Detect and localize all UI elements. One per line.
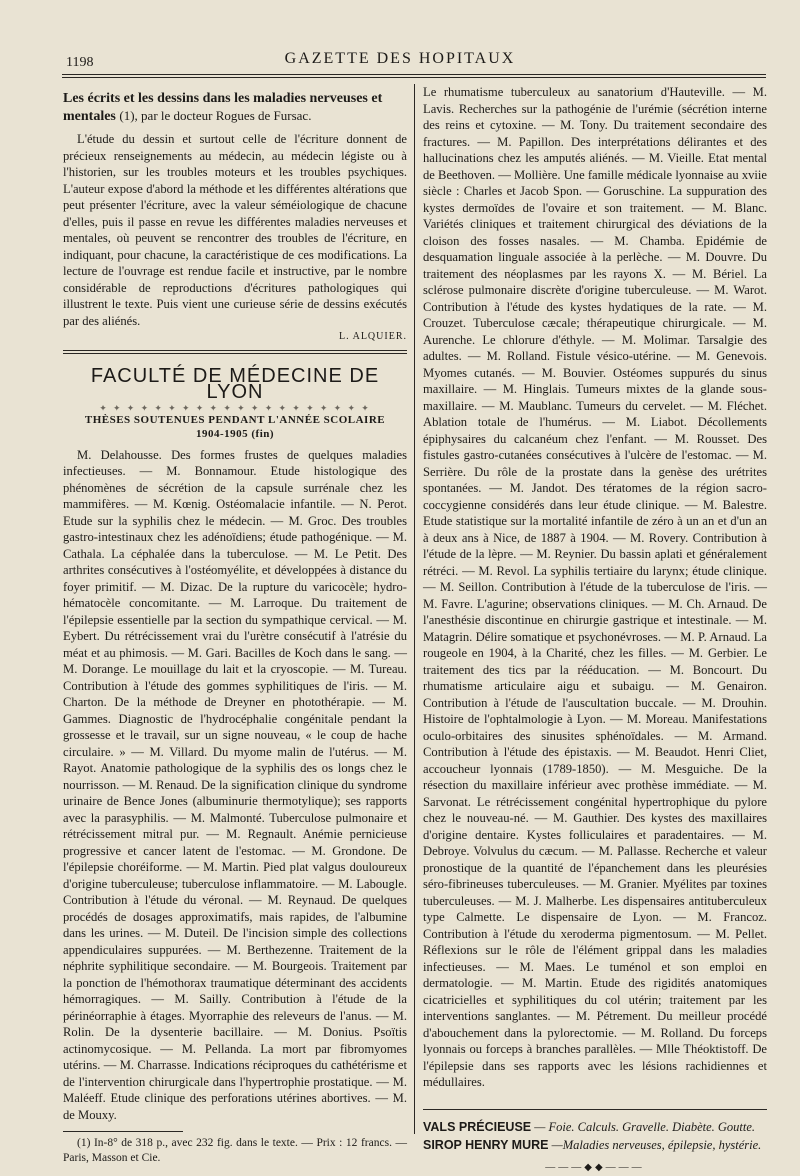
article-title: [63, 90, 407, 125]
theses-list-left: M. Delahousse. Des formes frustes de quelques maladies infectieuses. — M. Bonnamour. Etude histologique des phénomènes de sécrétion de la capsule surrénale chez les mammifères. — M. Kœnig. Ostéomalacie infantile. — N. Perot. Etude sur la syphilis chez le médecin. — M. Groc. Des troubles gastro-intestinaux chez les adénoïdiens; étude pathogénique. — M. Cathala. La céphalée dans la tuberculose. — M. Le Petit. Des arthrites consécutives à l'ostéomyélite, et développées à distance du foyer primitif. — M. Dizac. De la rupture du varicocèle; hydro-hématocèle concomitante. — M. Larroque. Du traitement de l'épilepsie essentielle par la section du sympathique cervical. — M. Eybert. Du rétrécissement vrai du l'urètre consécutif à l'atrésie du méat et au phimosis. — M. Gari. Bacilles de Koch dans le sang. — M. Dorange. Le mouillage du lait et la cryoscopie. — M. Tureau. Contribution à l'étude des gommes syphilitiques de l'iris. — M. Charton. De la méthode de Dreyner en photothérapie. — M. Gammes. Diagnostic de l'hydrocéphalie congénitale pendant la grossesse et le travail, sur un signe nouveau, « le coup de hache circulaire. » — M. Villard. Du myome malin de l'utérus. — M. Rayot. Anatomie pathologique de la syphilis des os longs chez le nourrisson. — M. Renaud. De la signification clinique du syndrome urinaire de Bence Jones (albuminurie thermotylique); ses rapports avec la parasyphilis. — M. Malmonté. Tuberculose pulmonaire et rétrécissement mitral pur. — M. Regnault. Anémie pernicieuse progressive et cancer latent de l'estomac. — M. Grondone. De l'épilepsie choréiforme. — M. Martin. Pied plat valgus douloureux d'origine tuberculeuse; tuberculose inflammatoire. — M. Labougle. Contribution à l'étude du véronal. — M. Reynaud. De quelques procédés de dosages approximatifs, mais rapides, de l'albumine dans les urines. — M. Duteil. De l'incision simple des collections appendiculaires suppurées. — M. Berthezenne. Traitement de la néphrite syphilitique secondaire. — M. Bourgeois. Traitement par la ponction de l'hémothorax traumatique déterminant des accidents hémorragiques. — M. Sailly. Contribution à l'étude de la périnéorraphie à étages. Myorraphie des releveurs de l'anus. — M. Rolin. De la dysenterie bacillaire. — M. Donius. Psoïtis actinomycosique. — M. Pellanda. La mort par fibromyomes utérins. — M. Charrasse. Indications réciproques du cathétérisme et de l'intervention chirurgicale dans l'hypertrophie prostatique. — M. Maléeff. Etude clinique des perforations utérines abortives. — M. de Mouxy.: [63, 447, 407, 1124]
article-title-text: Les écrits et les dessins dans les maladies nerveuses et mentales: [63, 91, 382, 124]
ornament: ———◆◆———: [423, 1160, 767, 1176]
header-rule-2: [62, 77, 766, 78]
left-column: [63, 84, 407, 1166]
theses-heading-text: THÈSES SOUTENUES PENDANT L'ANNÉE SCOLAIRE: [63, 413, 407, 427]
ad-text: —Maladies nerveuses, épilepsie, hystérie.: [552, 1138, 762, 1152]
column-separator: [414, 84, 415, 1134]
theses-heading: [63, 413, 407, 441]
ad-rule: [423, 1109, 767, 1110]
ad-vals-precieuse: [423, 1118, 767, 1136]
decorative-border: ✦ ✦ ✦ ✦ ✦ ✦ ✦ ✦ ✦ ✦ ✦ ✦ ✦ ✦ ✦ ✦ ✦ ✦ ✦ ✦: [63, 405, 407, 411]
theses-years: 1904-1905 (fin): [63, 427, 407, 441]
section-title: FACULTÉ DE MÉDECINE DE LYON: [63, 368, 407, 401]
ad-name: SIROP HENRY MURE: [423, 1138, 549, 1152]
header-rule: [62, 74, 766, 75]
article-body: L'étude du dessin et surtout celle de l'écriture donnent de précieux renseignements au médecin, au médecin légiste ou à l'historien, sur les troubles moteurs et les troubles psychiques. L'auteur expose d'abord la méthode et les différentes altérations que peut présenter l'écriture, avec la valeur séméiologique de chacune d'elles, puis il passe en revue les différentes maladies nerveuses et mentales, où peuvent se rencontrer des troubles de l'écriture, en indiquant, pour chacune, la caractéristique de ces modifications. La lecture de l'ouvrage est rendue facile et instructive, par le nombre considérable de reproductions d'écritures pathologiques qui illustrent le texte. Puis vient une curieuse série de dessins exécutés par des aliénés.: [63, 131, 407, 329]
right-column: [423, 84, 767, 1176]
footnote: (1) In-8° de 318 p., avec 232 fig. dans le texte. — Prix : 12 francs. — Paris, Masson et Cie.: [63, 1136, 407, 1166]
ad-sirop-henry-mure: [423, 1136, 767, 1154]
page-number: 1198: [66, 55, 93, 71]
ad-name: VALS PRÉCIEUSE: [423, 1120, 531, 1134]
section-divider: [63, 350, 407, 354]
footnote-rule: [63, 1131, 183, 1132]
ad-text: — Foie. Calculs. Gravelle. Diabète. Goutte.: [534, 1120, 755, 1134]
running-title: GAZETTE DES HOPITAUX: [0, 50, 800, 68]
article-subtitle: (1), par le docteur Rogues de Fursac.: [119, 108, 311, 123]
article-signature: L. ALQUIER.: [63, 329, 407, 346]
theses-list-right: Le rhumatisme tuberculeux au sanatorium d'Hauteville. — M. Lavis. Recherches sur la pathogénie de l'urémie (sécrétion interne des reins et cytoxine. — M. Tony. Du traitement secondaire des fractures. — M. Papillon. Des interprétations délirantes et des hallucinations chez les amputés aliénés. — M. Vieille. Etat mental de Beethoven. — Mollière. Une famille médicale lyonnaise au xviie siècle : Charles et Jacob Spon. — Goruschine. La suppuration des kystes dermoïdes de l'ovaire et son traitement. — M. Blanc. Variétés cliniques et traitement chirurgical des déviations de la cloison des fosses nasales. — M. Chamba. Epidémie de desquamation linguale associée à la perlèche. — M. Douvre. Du traitement des néoplasmes par les rayons X. — M. Bériel. La sclérose pulmonaire discrète d'origine tuberculeuse. — M. Warot. Contribution à l'étude des kystes hydatiques de la rate. — M. Crouzet. Tuberculose cæcale; thérapeutique chirurgicale. — M. Aurenche. Le chlorure d'éthyle. — M. Molimar. Tarsalgie des adultes. — M. Rolland. Fistule vésico-utérine. — M. Genevois. Myomes cutanés. — M. Bouvier. Ostéomes suppurés du sinus maxillaire. — M. Hinglais. Tumeurs mixtes de la glande sous-maxillaire. — M. Maublanc. Tumeurs du cervelet. — M. Fléchet. Ablation totale de l'humérus. — M. Liabot. Décollements épiphysaires du calcanéum chez l'enfant. — M. Rousset. Des fistules gastro-cutanées consécutives à l'ulcère de l'estomac. — M. Serrière. Du rôle de la prostate dans la genèse des urétrites spontanées. — M. Jandot. Des tératomes de la région sacro-coccygienne considérés dans leur étude clinique. — M. Balestre. Etude statistique sur la mortalité infantile de zéro à un an et d'un an à deux ans à Nice, de 1887 à 1904. — M. Rovery. Contribution à l'étude de la lèpre. — M. Reynier. Du bassin aplati et généralement rétréci. — M. Revol. La syphilis tertiaire du larynx; étude clinique. — M. Seillon. Contribution à l'étude de la tuberculose de l'iris. — M. Favre. L'agurine; observations cliniques. — M. Ch. Arnaud. De l'anesthésie discontinue en chirurgie gastrique et intestinale. — M. Matagrin. Délire somatique et psychonévroses. — M. P. Arnaud. La rougeole en 1904, à la Charité, chez les filles. — M. Gerbier. Le traitement des tics par la rééducation. — M. Boncourt. Du rhumatisme articulaire aigu et subaigu. — M. Genairon. Contribution à l'étude de l'auscultation buccale. — M. Drouhin. Histoire de l'ophtalmologie à Lyon. — M. Moreau. Manifestations oculo-orbitaires des sinusites sphénoïdales. — M. Armand. Contribution à l'étude des épistaxis. — M. Beaudot. Henri Cliet, accoucheur lyonnais (1789-1850). — M. Mesguiche. De la résection du maxillaire inférieur avec prothèse immédiate. — M. Sarvonat. Le rétrécissement congénital hypertrophique du pylore chez le nouveau-né. — M. Gauthier. Des kystes des maxillaires d'origine dentaire. Kystes folliculaires et paradentaires. — M. Debroye. Volvulus du cæcum. — M. Pallasse. Recherche et valeur pronostique de la quantité de l'épanchement dans les pleurésies séro-fibrineuses tuberculeuses. — M. Granier. Myélites par toxines tuberculeuses. — M. J. Malherbe. Les dispensaires antituberculeux type Calmette. Le dispensaire de Lyon. — M. Francoz. Contribution à l'étude du xeroderma pigmentosum. — M. Pellet. Réflexions sur le rôle de l'élément grippal dans les maladies infectieuses. — M. Maes. Le tuménol et son emploi en dermatologie. — M. Martin. Etude des rigidités anatomiques cicatricielles et syphilitiques du col utérin; traitement par les interventions sanglantes. — M. Pétrement. Du meilleur procédé d'abouchement dans la pylorectomie. — M. Rolland. Du forceps lyonnais ou forceps à branches parallèles. — Mlle Théoktistoff. De l'épilepsie dans ses rapports avec les lésions rachidiennes et médullaires.: [423, 84, 767, 1091]
